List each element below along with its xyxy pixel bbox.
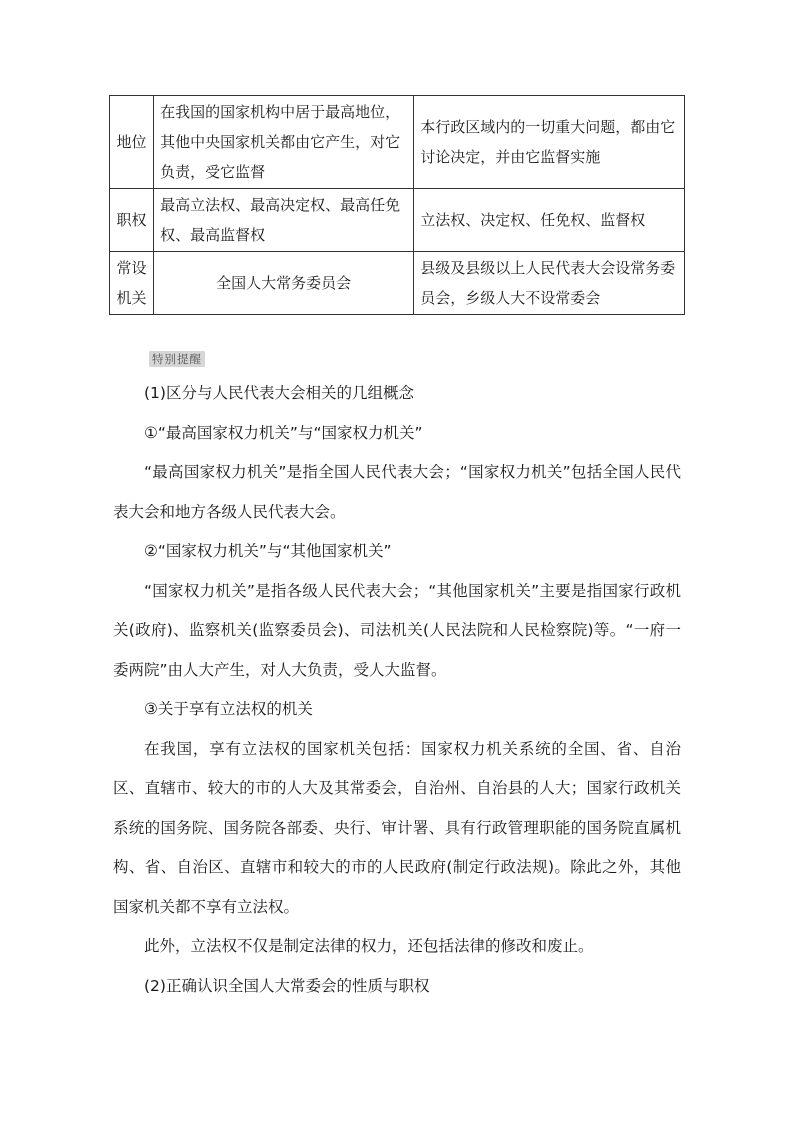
cell-local-status: 本行政区域内的一切重大问题，都由它讨论决定，并由它监督实施 <box>414 96 685 189</box>
cell-npc-standing-body: 全国人大常务委员会 <box>154 252 414 315</box>
row-header-powers: 职权 <box>110 189 154 252</box>
cell-npc-powers: 最高立法权、最高决定权、最高任免权、最高监督权 <box>154 189 414 252</box>
cell-local-powers: 立法权、决定权、任免权、监督权 <box>414 189 685 252</box>
section-heading-2: (2)正确认识全国人大常委会的性质与职权 <box>144 976 430 995</box>
comparison-table <box>109 95 685 315</box>
row-header-status: 地位 <box>110 96 154 189</box>
row-header-standing-body: 常设机关 <box>110 252 154 315</box>
paragraph: “最高国家权力机关”是指全国人民代表大会；“国家权力机关”包括全国人民代表大会和地方各级人民代表大会。 <box>113 463 681 521</box>
table-row-standing-body <box>110 252 685 315</box>
paragraph: “国家权力机关”是指各级人民代表大会；“其他国家机关”主要是指国家行政机关(政府)、监察机关(监察委员会)、司法机关(人民法院和人民检察院)等。“一府一委两院”由人大产生，对人大负责，受人大监督。 <box>113 581 681 679</box>
section-heading-1: (1)区分与人民代表大会相关的几组概念 <box>144 384 414 402</box>
tip-label: 特别提醒 <box>149 351 205 367</box>
subheading-2: ②“国家权力机关”与“其他国家机关” <box>144 542 392 560</box>
tip-label-line <box>113 342 681 374</box>
paragraph: 此外，立法权不仅是制定法律的权力，还包括法律的修改和废止。 <box>144 937 594 955</box>
paragraph: 在我国，享有立法权的国家机关包括：国家权力机关系统的全国、省、自治区、直辖市、较大的市的人大及其常委会，自治州、自治县的人大；国家行政机关系统的国务院、国务院各部委、央行、审计署、具有行政管理职能的国务院直属机构、省、自治区、直辖市和较大的市的人民政府(制定行政法规)。除此之外，其他国家机关都不享有立法权。 <box>113 739 681 916</box>
table-row-status <box>110 96 685 189</box>
subheading-3: ③关于享有立法权的机关 <box>144 700 313 718</box>
table-row-powers <box>110 189 685 252</box>
cell-local-standing-body: 县级及县级以上人民代表大会设常务委员会，乡级人大不设常委会 <box>414 252 685 315</box>
body-text <box>113 342 681 1006</box>
cell-npc-status: 在我国的国家机构中居于最高地位，其他中央国家机关都由它产生，对它负责，受它监督 <box>154 96 414 189</box>
subheading-1: ①“最高国家权力机关”与“国家权力机关” <box>144 423 423 442</box>
